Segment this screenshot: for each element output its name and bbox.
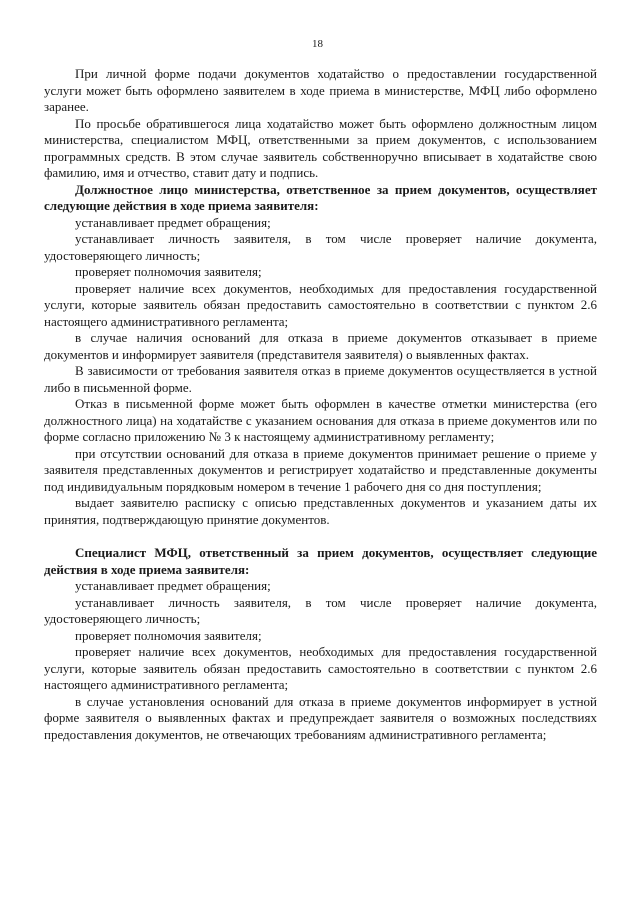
list-item: проверяет наличие всех документов, необходимых для предоставления государственной услуги, которые заявитель обязан предоставить самостоятельно в соответствии с пунктом 2.6 настоящего административного регламента; <box>44 280 597 329</box>
list-item: устанавливает личность заявителя, в том числе проверяет наличие документа, удостоверяющего личность; <box>44 594 597 626</box>
list-item: выдает заявителю расписку с описью представленных документов и указанием даты их принятия, подтверждающую принятие документов. <box>44 495 597 527</box>
list-item: проверяет наличие всех документов, необходимых для предоставления государственной услуги, которые заявитель обязан предоставить самостоятельно в соответствии с пунктом 2.6 настоящего административного регламента; <box>44 644 597 692</box>
page-number: 18 <box>312 38 323 50</box>
list-item: Отказ в письменной форме может быть оформлен в качестве отметки министерства (его должностного лица) на ходатайстве с указанием основания для отказа в приеме документов или по форме согласно приложению № 3 к настоящему административному регламенту; <box>44 396 597 444</box>
list-item: устанавливает личность заявителя, в том числе проверяет наличие документа, удостоверяющего личность; <box>44 231 597 263</box>
list-item: устанавливает предмет обращения; <box>75 578 271 593</box>
document-body <box>44 66 597 743</box>
list-item: устанавливает предмет обращения; <box>75 214 271 230</box>
list-item: в случае наличия оснований для отказа в приеме документов отказывает в приеме документов и информирует заявителя (представителя заявителя) о выявленных фактах. <box>44 330 597 362</box>
list-item: проверяет полномочия заявителя; <box>75 264 262 279</box>
list-item: проверяет полномочия заявителя; <box>75 627 262 643</box>
list-item: В зависимости от требования заявителя отказ в приеме документов осуществляется в устной либо в письменной форме. <box>44 363 597 395</box>
section-spacer <box>44 528 597 545</box>
section-heading: Должностное лицо министерства, ответственное за прием документов, осуществляет следующие действия в ходе приема заявителя: <box>44 181 597 213</box>
paragraph: По просьбе обратившегося лица ходатайство может быть оформлено должностным лицом министерства, специалистом МФЦ, ответственными за прием документов, с использованием программных средств. В этом случае заявитель собственноручно вписывает в ходатайстве свою фамилию, имя и отчество, ставит дату и подпись. <box>44 115 597 180</box>
list-item: в случае установления оснований для отказа в приеме документов информирует в устной форме заявителя о выявленных фактах и предупреждает заявителя о возможных последствиях предоставления документов, не отвечающих требованиям административного регламента; <box>44 693 597 742</box>
section-heading: Специалист МФЦ, ответственный за прием документов, осуществляет следующие действия в ходе приема заявителя: <box>44 545 597 577</box>
list-item: при отсутствии оснований для отказа в приеме документов принимает решение о приеме у заявителя представленных документов и регистрирует ходатайство и представленные документы под индивидуальным порядковым номером в течение 1 рабочего дня со дня поступления; <box>44 445 597 494</box>
paragraph: При личной форме подачи документов ходатайство о предоставлении государственной услуги может быть оформлено заявителем в ходе приема в министерстве, МФЦ либо оформлено заранее. <box>44 66 597 114</box>
